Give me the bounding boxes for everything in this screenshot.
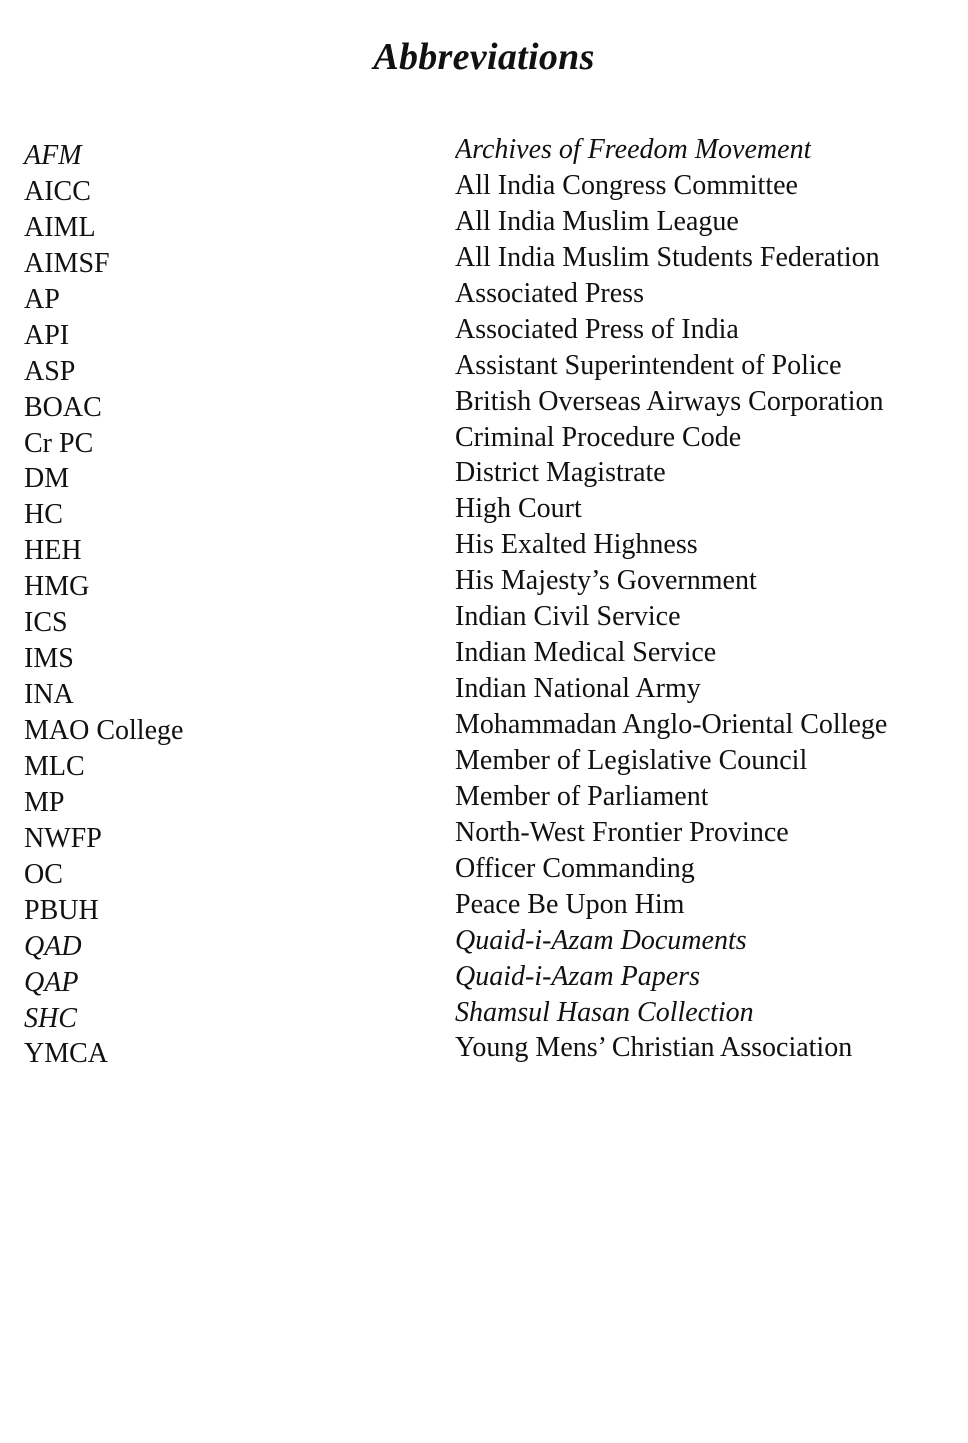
abbreviation-definition: Shamsul Hasan Collection [455,996,754,1028]
abbreviation-definition: Quaid-i-Azam Papers [455,960,700,992]
abbreviation-entry [0,637,968,673]
abbreviation-definition: Indian Medical Service [455,637,717,669]
abbreviation-definition: Associated Press of India [455,313,739,345]
abbreviation-entry [0,386,968,422]
abbreviation-entry [0,134,968,170]
abbreviation-entry [0,529,968,565]
abbreviation-term: Cr PC [24,427,94,459]
abbreviation-term: NWFP [24,822,102,854]
abbreviation-definition: Officer Commanding [455,852,695,884]
abbreviation-term: YMCA [24,1038,109,1070]
abbreviation-definition: Member of Parliament [455,780,709,812]
abbreviation-entry [0,925,968,961]
abbreviation-definition: His Exalted Highness [455,529,698,561]
abbreviation-entry [0,997,968,1033]
abbreviation-entry [0,1032,968,1068]
abbreviation-definition: District Magistrate [455,457,666,489]
abbreviation-term: HMG [24,571,90,603]
abbreviation-definition: British Overseas Airways Corporation [455,385,884,417]
abbreviation-term: ASP [24,355,76,387]
abbreviation-definition: Peace Be Upon Him [455,888,685,920]
abbreviation-definition: All India Muslim Students Federation [455,241,880,273]
abbreviation-entry [0,745,968,781]
abbreviation-term: QAD [24,930,82,962]
abbreviation-entry [0,314,968,350]
abbreviation-entry [0,601,968,637]
abbreviation-term: MP [24,786,65,818]
abbreviation-term: AIML [24,211,96,243]
abbreviation-term: AP [24,283,60,315]
abbreviation-definition: High Court [455,493,582,525]
abbreviation-term: IMS [24,643,74,675]
abbreviation-definition: All India Congress Committee [455,169,798,201]
abbreviation-definition: Member of Legislative Council [455,744,808,776]
abbreviation-term: PBUH [24,894,99,926]
abbreviation-definition: Young Mens’ Christian Association [455,1032,853,1064]
abbreviation-definition: All India Muslim League [455,205,739,237]
abbreviation-definition: Archives of Freedom Movement [455,134,812,165]
abbreviation-term: DM [24,463,70,495]
abbreviation-entry [0,817,968,853]
abbreviation-term: ICS [24,607,68,639]
abbreviation-term: BOAC [24,391,102,423]
abbreviation-entry [0,961,968,997]
abbreviation-entry [0,457,968,493]
abbreviation-term: SHC [24,1002,77,1034]
page-title: Abbreviations [373,36,595,79]
abbreviation-entry [0,889,968,925]
abbreviation-entry [0,422,968,458]
abbreviation-term: HEH [24,535,82,567]
abbreviation-entry [0,853,968,889]
abbreviation-definition: Indian National Army [455,673,701,705]
abbreviation-term: QAP [24,966,79,998]
abbreviation-entry [0,350,968,386]
abbreviation-entry [0,242,968,278]
abbreviation-definition: Quaid-i-Azam Documents [455,924,747,956]
abbreviation-term: INA [24,679,74,711]
abbreviation-entry [0,278,968,314]
abbreviation-term: AICC [24,175,91,207]
abbreviation-term: MAO College [24,715,184,746]
abbreviation-entry [0,565,968,601]
abbreviation-definition: North-West Frontier Province [455,816,789,848]
abbreviation-entry [0,709,968,745]
abbreviation-entry [0,781,968,817]
abbreviation-term: API [24,319,70,351]
abbreviation-definition: Mohammadan Anglo-Oriental College [455,709,888,740]
abbreviation-entry [0,206,968,242]
abbreviation-definition: Associated Press [455,277,644,309]
abbreviation-definition: Indian Civil Service [455,601,681,633]
abbreviation-entry [0,673,968,709]
abbreviation-term: AFM [24,140,82,171]
abbreviation-definition: His Majesty’s Government [455,565,757,597]
abbreviation-definition: Assistant Superintendent of Police [455,349,842,381]
abbreviation-term: OC [24,858,63,890]
abbreviation-list [0,134,968,1068]
abbreviation-term: MLC [24,750,85,782]
abbreviation-term: AIMSF [24,247,110,279]
abbreviation-entry [0,493,968,529]
abbreviation-definition: Criminal Procedure Code [455,421,742,453]
abbreviation-term: HC [24,499,63,531]
abbreviation-entry [0,170,968,206]
